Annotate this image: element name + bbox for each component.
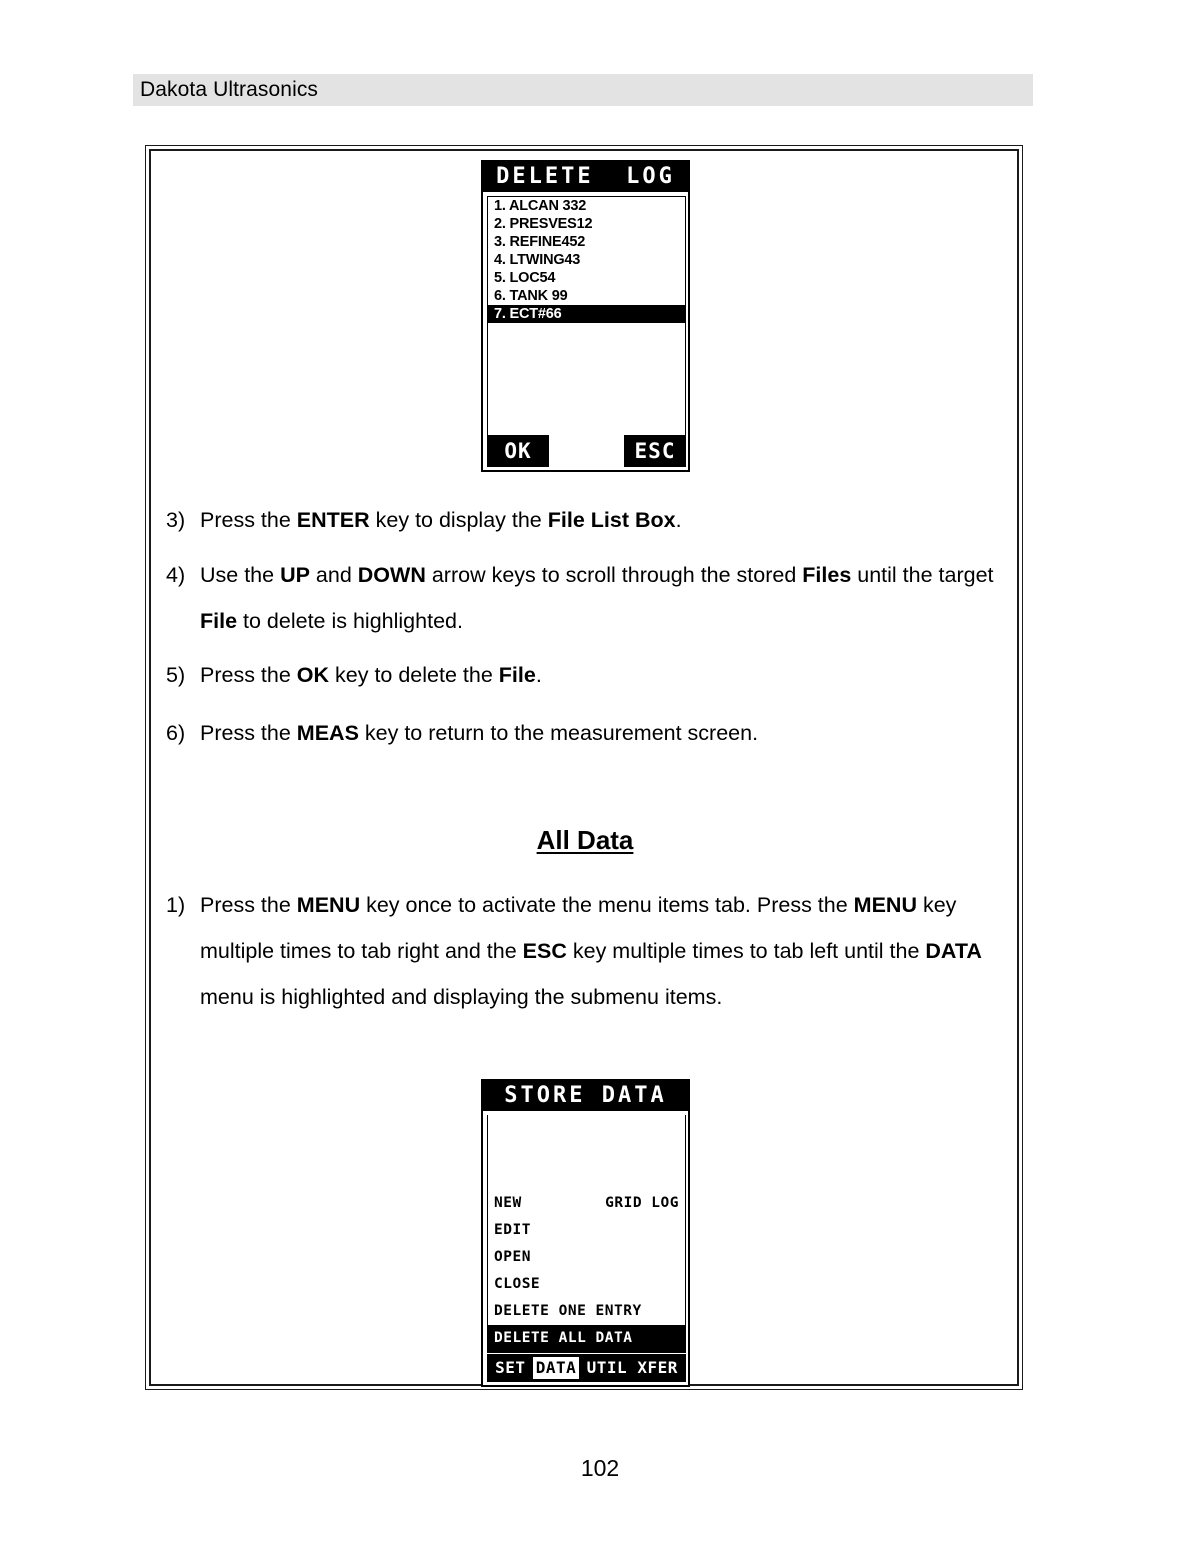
instruction-text — [200, 882, 1006, 1020]
emphasis-text: File List Box — [547, 508, 676, 532]
instruction-number: 4) — [166, 563, 186, 587]
plain-text: to delete is highlighted. — [237, 609, 463, 633]
plain-text: key once to activate the menu items tab. Press the — [360, 893, 854, 917]
plain-text: key to return to the measurement screen. — [358, 721, 759, 745]
instruction-item-3 — [166, 497, 1006, 543]
emphasis-text: OK — [296, 663, 330, 687]
plain-text: key to delete the — [329, 663, 499, 687]
plain-text: Use the — [200, 563, 281, 587]
lcd-title-delete-log: DELETE LOG — [483, 162, 688, 192]
store-data-menu-item[interactable] — [488, 1190, 685, 1217]
emphasis-text: UP — [280, 563, 310, 587]
emphasis-text: DOWN — [357, 563, 426, 587]
emphasis-text: MENU — [853, 893, 917, 917]
store-data-menu-area — [487, 1115, 686, 1353]
running-header — [133, 74, 1033, 106]
instruction-text — [200, 710, 1006, 756]
esc-softkey[interactable]: ESC — [624, 435, 686, 467]
menu-tab-data[interactable]: DATA — [533, 1357, 580, 1379]
emphasis-text: DATA — [925, 939, 982, 963]
menu-tab-set[interactable]: SET — [492, 1357, 528, 1379]
emphasis-text: Files — [802, 563, 852, 587]
emphasis-text: MENU — [296, 893, 361, 917]
plain-text: menu is highlighted and displaying the submenu items. — [200, 985, 723, 1009]
plain-text: key multiple times to tab left until the — [566, 939, 926, 963]
menu-item-label: OPEN — [494, 1249, 531, 1265]
instruction-item-6 — [166, 710, 1006, 756]
store-data-menu-list[interactable] — [488, 1190, 685, 1352]
menu-item-label: CLOSE — [494, 1276, 541, 1292]
menu-item-label: DELETE ONE ENTRY — [494, 1303, 642, 1319]
store-data-menu-item[interactable] — [488, 1271, 685, 1298]
instruction-text — [200, 497, 1006, 543]
plain-text: Press the — [200, 893, 297, 917]
file-list-item[interactable]: 5. LOC54 — [488, 269, 685, 287]
instruction-text — [200, 552, 1006, 644]
plain-text: . — [675, 508, 682, 532]
plain-text: Press the — [200, 508, 297, 532]
store-data-menu-item[interactable] — [488, 1298, 685, 1325]
menu-item-value: GRID LOG — [605, 1195, 679, 1211]
softkey-spacer — [549, 435, 624, 467]
lcd-title-store-data: STORE DATA — [483, 1081, 688, 1111]
ok-softkey[interactable]: OK — [487, 435, 549, 467]
plain-text: Press the — [200, 721, 297, 745]
menu-item-label: DELETE ALL DATA — [494, 1330, 633, 1346]
instruction-number: 6) — [166, 721, 186, 745]
plain-text: until the target — [851, 563, 994, 587]
emphasis-text: File — [498, 663, 536, 687]
emphasis-text: File — [200, 609, 238, 633]
menu-item-label: NEW — [494, 1195, 522, 1211]
plain-text: and — [309, 563, 358, 587]
instruction-number: 5) — [166, 663, 186, 687]
emphasis-text: ENTER — [296, 508, 370, 532]
plain-text: . — [535, 663, 542, 687]
plain-text: key multiple times to tab right and the — [200, 893, 957, 963]
instruction-number: 3) — [166, 508, 186, 532]
file-list-item[interactable]: 4. LTWING43 — [488, 251, 685, 269]
store-data-menu-item[interactable] — [488, 1325, 685, 1352]
file-list-item[interactable]: 1. ALCAN 332 — [488, 197, 685, 215]
lcd-screen-store-data — [481, 1079, 690, 1387]
plain-text: key to display the — [369, 508, 548, 532]
menu-tab-xfer[interactable]: XFER — [634, 1357, 681, 1379]
store-data-menu-item[interactable] — [488, 1244, 685, 1271]
softkey-bar — [487, 435, 686, 467]
lcd-screen-delete-log — [481, 160, 690, 472]
instruction-item-alldata-1 — [166, 882, 1006, 1020]
instruction-item-4 — [166, 552, 1006, 644]
instruction-number: 1) — [166, 893, 186, 917]
header-title: Dakota Ultrasonics — [140, 78, 319, 101]
menu-item-label: EDIT — [494, 1222, 531, 1238]
instruction-item-5 — [166, 652, 1006, 698]
file-list-item[interactable]: 7. ECT#66 — [488, 305, 685, 323]
file-list-item[interactable]: 6. TANK 99 — [488, 287, 685, 305]
section-heading-label: All Data — [536, 825, 634, 855]
instruction-text — [200, 652, 1006, 698]
emphasis-text: MEAS — [296, 721, 359, 745]
file-list-box[interactable] — [487, 196, 686, 458]
plain-text: Press the — [200, 663, 297, 687]
menu-tab-util[interactable]: UTIL — [584, 1357, 631, 1379]
emphasis-text: ESC — [522, 939, 567, 963]
store-data-menu-item[interactable] — [488, 1217, 685, 1244]
file-list-item[interactable]: 2. PRESVES12 — [488, 215, 685, 233]
section-heading-all-data — [166, 825, 1004, 856]
plain-text: arrow keys to scroll through the stored — [425, 563, 803, 587]
menu-tab-bar — [487, 1354, 686, 1382]
file-list-item[interactable]: 3. REFINE452 — [488, 233, 685, 251]
page-number: 102 — [580, 1455, 620, 1481]
